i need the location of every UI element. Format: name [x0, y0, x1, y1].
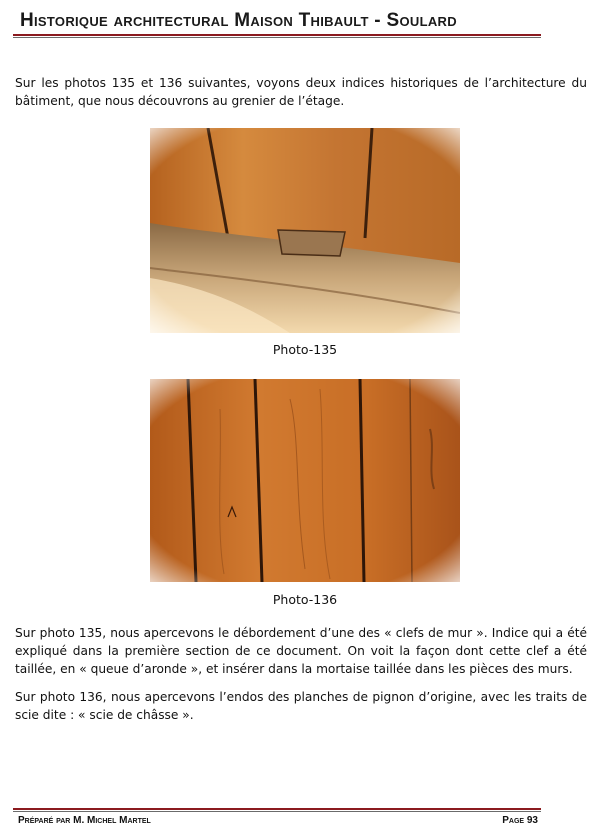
page-header-title: Historique architectural Maison Thibault - Soulard	[20, 10, 457, 31]
photo-135	[150, 128, 460, 333]
body-paragraph-1: Sur photo 135, nous apercevons le débordement d’une des « clefs de mur ». Indice qui a été expliqué dans la première section de ce document. On voit la façon dont cette clef a été taillée, en « queue d’aronde », et insérer dans la mortaise taillée dans les pièces des murs.	[15, 626, 587, 676]
photo-136-image	[150, 379, 460, 582]
photo-136-caption: Photo-136	[272, 592, 338, 607]
body-paragraph-2: Sur photo 136, nous apercevons l’endos des planches de pignon d’origine, avec les traits de scie dite : « scie de châsse ».	[15, 690, 587, 722]
header-rule-thin	[13, 37, 541, 38]
intro-paragraph: Sur les photos 135 et 136 suivantes, voyons deux indices historiques de l’architecture du bâtiment, que nous découvrons au grenier de l’étage.	[15, 76, 587, 108]
photo-136	[150, 379, 460, 582]
footer-page-number: Page 93	[502, 815, 538, 826]
photo-135-caption: Photo-135	[272, 342, 338, 357]
header-rule	[13, 34, 541, 36]
footer-rule-thin	[13, 811, 541, 812]
footer-rule	[13, 808, 541, 810]
photo-135-image	[150, 128, 460, 333]
footer-author: Préparé par M. Michel Martel	[18, 815, 151, 826]
